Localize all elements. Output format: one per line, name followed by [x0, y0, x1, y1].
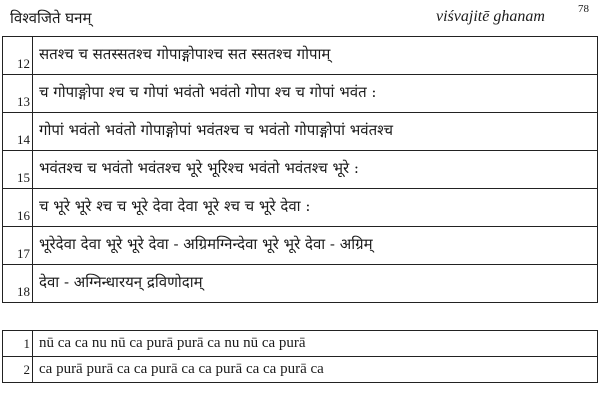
row-text: भूरेदेवा देवा भूरे भूरे देवा - अग्रिमग्निन्देवा भूरे भूरे देवा - अग्रिम् [33, 227, 598, 265]
table-row [3, 265, 598, 303]
table-row [3, 227, 598, 265]
ghanam-table [2, 36, 598, 303]
table-row [3, 189, 598, 227]
row-text: च गोपाङ्गोपा श्च च गोपां भवंतो भवंतो गोपा श्च च गोपां भवंत : [33, 75, 598, 113]
table-row [3, 113, 598, 151]
row-number: 15 [3, 151, 33, 189]
row-text: देवा - अग्निन्धारयन् द्रविणोदाम् [33, 265, 598, 303]
row-text: ca purā purā ca ca purā ca ca purā ca ca purā ca [33, 357, 598, 383]
row-text: सतश्च च सतस्सतश्च गोपाङ्गोपाश्च सत स्सतश्च गोपाम् [33, 37, 598, 75]
table-row [3, 37, 598, 75]
table-row [3, 331, 598, 357]
row-text: च भूरे भूरे श्च च भूरे देवा देवा भूरे श्च च भूरे देवा : [33, 189, 598, 227]
table-row [3, 151, 598, 189]
row-number: 1 [3, 331, 33, 357]
transliteration-table [2, 330, 598, 383]
page-number: 78 [578, 3, 589, 15]
header-title-roman: viśvajitē ghanam [436, 8, 545, 25]
header-title-devanagari: विश्वजिते घनम् [10, 9, 92, 27]
row-text: भवंतश्च च भवंतो भवंतश्च भूरे भूरिश्च भवंतो भवंतश्च भूरे : [33, 151, 598, 189]
row-number: 17 [3, 227, 33, 265]
row-text: गोपां भवंतो भवंतो गोपाङ्गोपां भवंतश्च च भवंतो गोपाङ्गोपां भवंतश्च [33, 113, 598, 151]
row-number: 12 [3, 37, 33, 75]
row-number: 18 [3, 265, 33, 303]
table-row [3, 75, 598, 113]
row-number: 2 [3, 357, 33, 383]
table-row [3, 357, 598, 383]
row-text: nū ca ca nu nū ca purā purā ca nu nū ca purā [33, 331, 598, 357]
row-number: 16 [3, 189, 33, 227]
row-number: 14 [3, 113, 33, 151]
row-number: 13 [3, 75, 33, 113]
